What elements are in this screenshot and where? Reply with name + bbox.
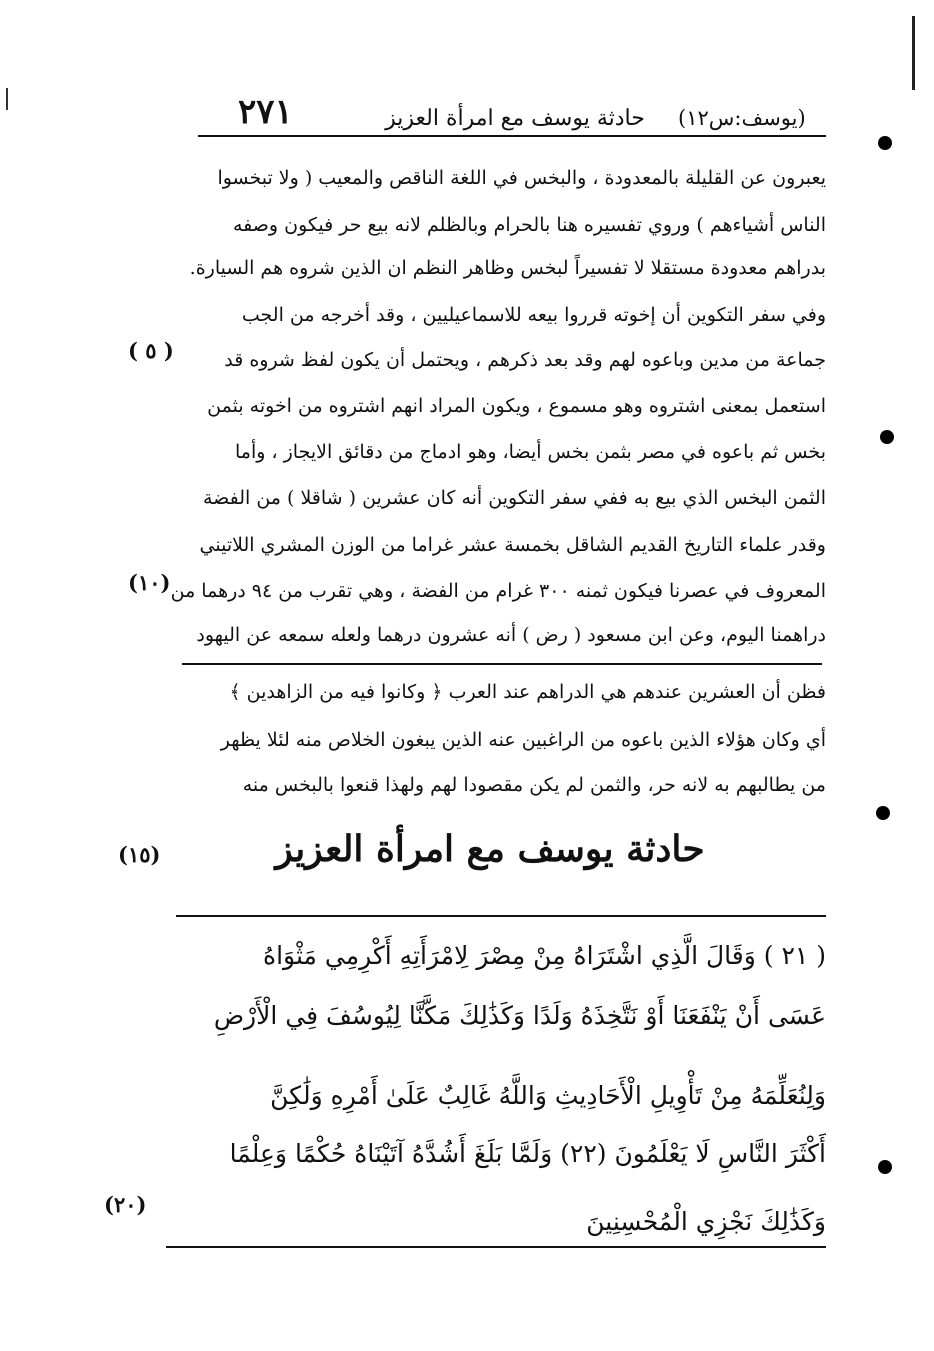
line-marker-15: (١٥) xyxy=(118,842,161,867)
commentary-line: دراهمنا اليوم، وعن ابن مسعود ( رض ) أنه عشرون درهما ولعله سمعه عن اليهود xyxy=(196,624,826,646)
page-number: ٢٧١ xyxy=(238,92,293,132)
sura-reference: (يوسف:س١٢) xyxy=(678,106,806,130)
header-rule xyxy=(198,135,826,137)
commentary-line: أي وكان هؤلاء الذين باعوه من الراغبين عنه الذين يبغون الخلاص منه لئلا يظهر xyxy=(220,729,826,751)
commentary-line: يعبرون عن القليلة بالمعدودة ، والبخس في اللغة الناقص والمعيب ( ولا تبخسوا xyxy=(217,167,826,189)
separator-rule xyxy=(182,663,822,665)
commentary-line: وفي سفر التكوين أن إخوته قرروا بيعه للاسماعيليين ، وقد أخرجه من الجب xyxy=(241,304,826,326)
commentary-line: بدراهم معدودة مستقلا لا تفسيراً لبخس وظاهر النظم ان الذين شروه هم السيارة. xyxy=(189,257,826,279)
verse-line: وَلِنُعَلِّمَهُ مِنْ تَأْوِيلِ الْأَحَادِيثِ وَاللَّهُ غَالِبٌ عَلَىٰ أَمْرِهِ وَلَٰكِنَّ xyxy=(270,1081,826,1110)
line-marker-20: (٢٠) xyxy=(104,1192,147,1217)
title-rule xyxy=(176,915,826,917)
line-marker-5: ( ٥ ) xyxy=(128,338,174,363)
binding-hole-icon xyxy=(878,136,892,150)
commentary-line: استعمل بمعنى اشتروه وهو مسموع ، ويكون المراد انهم اشتروه من اخوته بثمن xyxy=(207,395,826,417)
commentary-line: المعروف في عصرنا فيكون ثمنه ٣٠٠ غرام من الفضة ، وهي تقرب من ٩٤ درهما من xyxy=(170,580,826,602)
section-title: حادثة يوسف مع امرأة العزيز xyxy=(275,828,705,870)
binding-hole-icon xyxy=(876,806,890,820)
commentary-line: جماعة من مدين وباعوه لهم وقد بعد ذكرهم ، ويحتمل أن يكون لفظ شروه قد xyxy=(224,349,826,371)
binding-hole-icon xyxy=(880,430,894,444)
commentary-line: بخس ثم باعوه في مصر بثمن بخس أيضا، وهو ادماج من دقائق الايجاز ، وأما xyxy=(235,441,826,463)
commentary-line: من يطالبهم به لانه حر، والثمن لم يكن مقصودا لهم ولهذا قنعوا بالبخس منه xyxy=(242,774,826,796)
page-edge-mark xyxy=(6,88,8,110)
verse-line: أَكْثَرَ النَّاسِ لَا يَعْلَمُونَ (٢٢) وَلَمَّا بَلَغَ أَشُدَّهُ آتَيْنَاهُ حُكْمًا وَعِلْمًا xyxy=(229,1139,826,1168)
commentary-line: فظن أن العشرين عندهم هي الدراهم عند العرب ﴿ وكانوا فيه من الزاهدين ﴾ xyxy=(229,681,826,703)
binding-hole-icon xyxy=(878,1160,892,1174)
verse-line: وَكَذَٰلِكَ نَجْزِي الْمُحْسِنِينَ xyxy=(586,1207,826,1236)
line-marker-10: (١٠) xyxy=(128,570,171,595)
verse-line: عَسَى أَنْ يَنْفَعَنَا أَوْ نَتَّخِذَهُ وَلَدًا وَكَذَٰلِكَ مَكَّنَّا لِيُوسُفَ فِي الْأَرْضِ xyxy=(213,1001,826,1030)
commentary-line: الثمن البخس الذي بيع به ففي سفر التكوين أنه كان عشرين ( شاقلا ) من الفضة xyxy=(202,487,826,509)
bottom-rule xyxy=(166,1246,826,1248)
running-title: حادثة يوسف مع امرأة العزيز xyxy=(385,106,645,131)
commentary-line: وقدر علماء التاريخ القديم الشاقل بخمسة عشر غراما من الوزن المشري اللاتيني xyxy=(199,534,826,556)
page-edge-mark xyxy=(912,16,915,90)
verse-line: ( ٢١ ) وَقَالَ الَّذِي اشْتَرَاهُ مِنْ مِصْرَ لِامْرَأَتِهِ أَكْرِمِي مَثْوَاهُ xyxy=(263,941,826,970)
commentary-line: الناس أشياءهم ) وروي تفسيره هنا بالحرام وبالظلم لانه بيع حر فيكون وصفه xyxy=(232,214,826,236)
